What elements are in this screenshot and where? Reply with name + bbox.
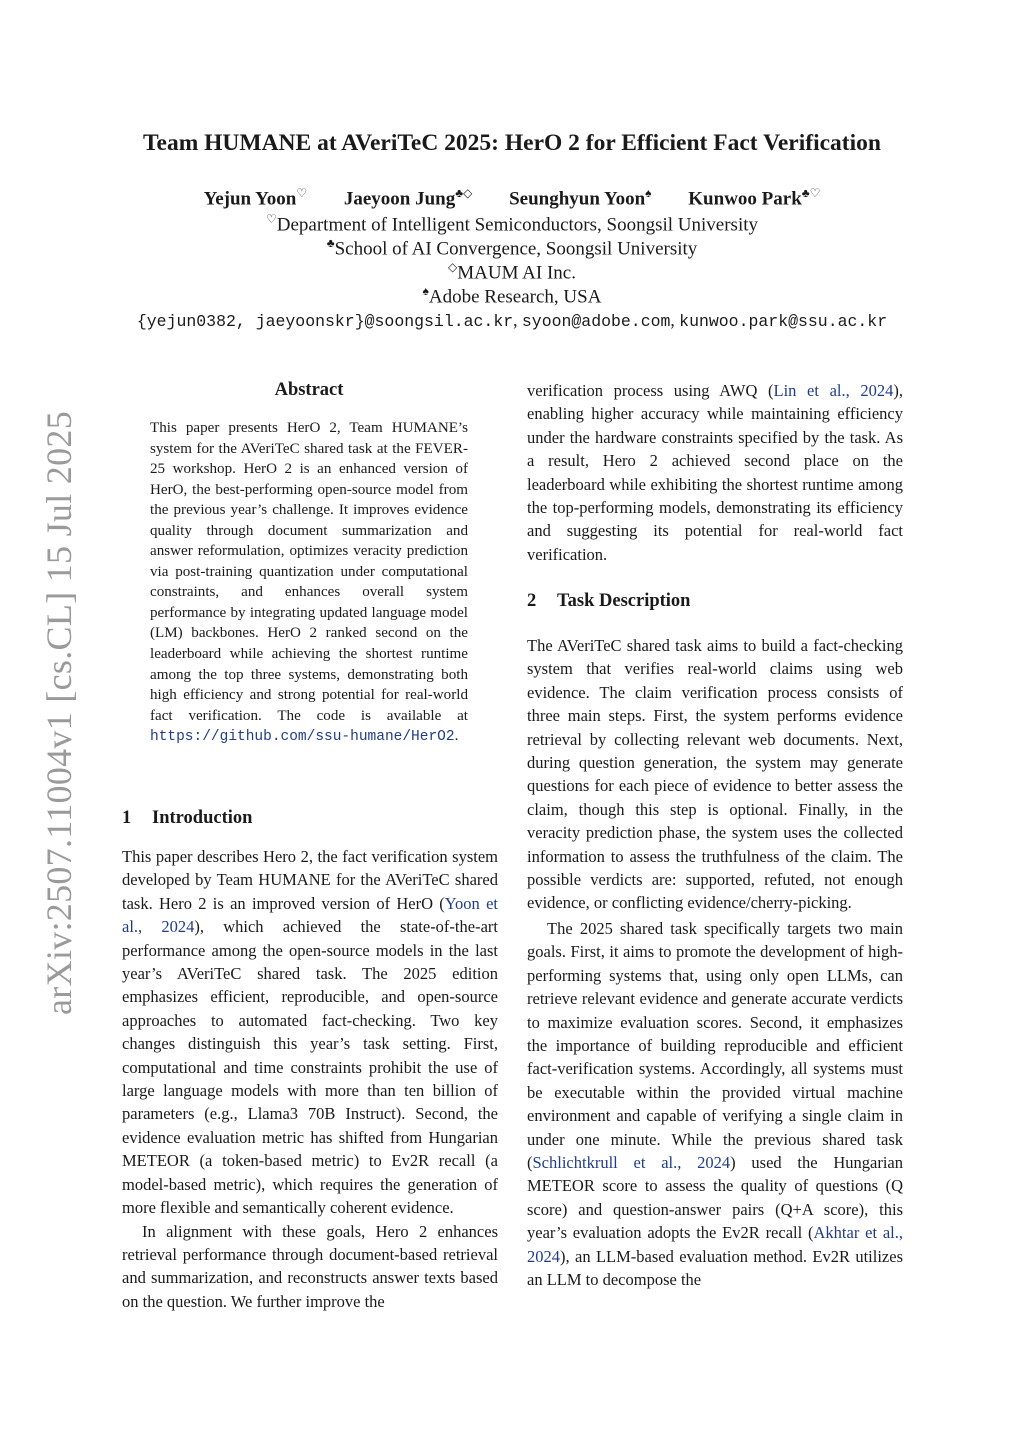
text-run: ) used the Hungarian METEOR score to assess the quality of questions (Q score) and question-answer pairs (Q+A score), this year’s evaluation adopts the Ev2R recall ( xyxy=(527,1152,903,1243)
paragraph: The AVeriTeC shared task aims to build a fact-checking system that verifies real-world claims using web evidence. The claim verification process consists of three main steps. First, the system performs evidence retrieval by collecting relevant web documents. Next, during question generation, the system may generate questions for each piece of evidence to better assess the claim, though this step is optional. Finally, in the veracity prediction phase, the system uses the collected information to assess the truthfulness of the claim. The possible verdicts are: supported, refuted, not enough evidence, or conflicting evidence/cherry-picking. xyxy=(527,636,903,913)
citation-link[interactable]: Lin et al., 2024 xyxy=(773,381,894,400)
affiliation-text: Department of Intelligent Semiconductors, Soongsil University xyxy=(276,214,759,236)
author-mark: ♠ xyxy=(645,186,652,200)
author xyxy=(204,186,308,210)
email-adobe: syoon@adobe.com xyxy=(521,312,671,331)
affiliation-mark: ♡ xyxy=(265,212,277,226)
section-heading-task-description xyxy=(527,591,690,612)
section-title: Introduction xyxy=(152,808,253,828)
affiliation-mark: ◇ xyxy=(448,260,458,274)
section-title: Task Description xyxy=(557,591,691,611)
right-column-top xyxy=(527,379,903,566)
author xyxy=(344,186,473,210)
affiliation xyxy=(0,260,1024,284)
text-run: This paper describes Hero 2, the fact verification system developed by Team HUMANE for the AVeriTeC shared task. Hero 2 is an improved version of HerO ( xyxy=(122,847,498,913)
email-separator: , xyxy=(670,310,680,330)
right-column-body xyxy=(527,634,903,1291)
author-name: Kunwoo Park xyxy=(688,188,802,210)
affiliation xyxy=(0,284,1024,308)
section-heading-introduction xyxy=(122,808,252,829)
author-name: Seunghyun Yoon xyxy=(509,188,646,210)
text-run: ), enabling higher accuracy while maintaining efficiency under the hardware constraints specified by the task. As a result, Hero 2 achieved second place on the leaderboard while exhibiting the shortest runtime among the top-performing models, demonstrating its efficiency and suggesting its potential for real-world fact verification. xyxy=(527,381,903,564)
author-name: Jaeyoon Jung xyxy=(343,188,456,210)
email-line xyxy=(0,310,1024,331)
citation-link[interactable]: Yoon et al., 2024 xyxy=(122,893,499,937)
abstract-text: This paper presents HerO 2, Team HUMANE’s system for the AVeriTeC shared task at the FEVER-25 workshop. HerO 2 is an enhanced version of HerO, the best-performing open-source model from the previous year’s challenge. It improves evidence quality through document summarization and answer reformulation, optimizes veracity prediction via post-training quantization under computational constraints, and enhances overall system performance by integrating updated language model (LM) backbones. HerO 2 ranked second on the leaderboard while achieving the shortest runtime among the top three systems, demonstrating both high efficiency and strong potential for real-world fact verification. The code is available at xyxy=(150,420,468,724)
code-link[interactable]: https://github.com/ssu-humane/HerO2 xyxy=(150,729,455,746)
paper-title: Team HUMANE at AVeriTeC 2025: HerO 2 for Efficient Fact Verification xyxy=(143,130,881,156)
affiliation-text: School of AI Convergence, Soongsil University xyxy=(334,238,698,260)
author-mark: ♡ xyxy=(296,186,308,200)
author-mark: ♣♡ xyxy=(801,186,821,200)
author-mark: ♣◇ xyxy=(455,186,473,200)
affiliation-mark: ♣ xyxy=(326,236,335,250)
section-number: 1 xyxy=(122,808,132,828)
affiliation-mark: ♠ xyxy=(422,284,429,298)
affiliation-text: MAUM AI Inc. xyxy=(457,262,576,284)
abstract-end: . xyxy=(454,728,459,745)
affiliation xyxy=(0,212,1024,236)
email-ssu: kunwoo.park@ssu.ac.kr xyxy=(679,312,888,331)
email-group: {yejun0382, jaeyoonskr}@soongsil.ac.kr xyxy=(136,312,514,331)
paragraph xyxy=(527,917,903,1292)
text-run: ), which achieved the state-of-the-art performance among the open-source models in the last year’s AVeriTeC shared task. The 2025 edition emphasizes efficient, reproducible, and open-source approaches to automated fact-checking. Two key changes distinguish this year’s task setting. First, computational and time constraints prohibit the use of large language models with more than ten billion of parameters (e.g., Llama3 70B Instruct). Second, the evidence evaluation metric has shifted from Hungarian METEOR (a token-based metric) to Ev2R recall (a model-based metric), which requires the generation of more flexible and semantically coherent evidence. xyxy=(122,917,498,1218)
paragraph xyxy=(122,845,498,1220)
citation-link[interactable]: Akhtar et al., 2024 xyxy=(527,1223,903,1266)
email-separator: , xyxy=(513,310,522,330)
affiliation xyxy=(0,236,1024,260)
text-run: ), an LLM-based evaluation method. Ev2R utilizes an LLM to decompose the xyxy=(527,1246,903,1289)
author xyxy=(509,186,651,210)
affiliation-text: Adobe Research, USA xyxy=(428,286,602,308)
abstract-body xyxy=(150,418,468,748)
author xyxy=(688,186,820,210)
left-column-body xyxy=(122,845,498,1313)
section-number: 2 xyxy=(527,591,537,611)
arxiv-stamp: arXiv:2507.11004v1 [cs.CL] 15 Jul 2025 xyxy=(39,410,79,1015)
text-run: The 2025 shared task specifically targets two main goals. First, it aims to promote the development of high-performing systems that, using only open LLMs, can retrieve relevant evidence and generate accurate verdicts to maximize evaluation scores. Second, it emphasizes the importance of building reproducible and efficient fact-verification systems. Accordingly, all systems must be executable within the provided virtual machine environment and capable of verifying a single claim in under one minute. While the previous shared task ( xyxy=(527,918,903,1172)
text-run: verification process using AWQ ( xyxy=(527,381,774,400)
paragraph: In alignment with these goals, Hero 2 enhances retrieval performance through document-based retrieval and summarization, and reconstructs answer texts based on the question. We further improve the xyxy=(122,1221,498,1311)
author-list xyxy=(0,186,1024,210)
citation-link[interactable]: Schlichtkrull et al., 2024 xyxy=(532,1152,731,1172)
author-name: Yejun Yoon xyxy=(203,188,297,210)
abstract-heading: Abstract xyxy=(274,380,344,400)
paragraph xyxy=(527,379,903,566)
